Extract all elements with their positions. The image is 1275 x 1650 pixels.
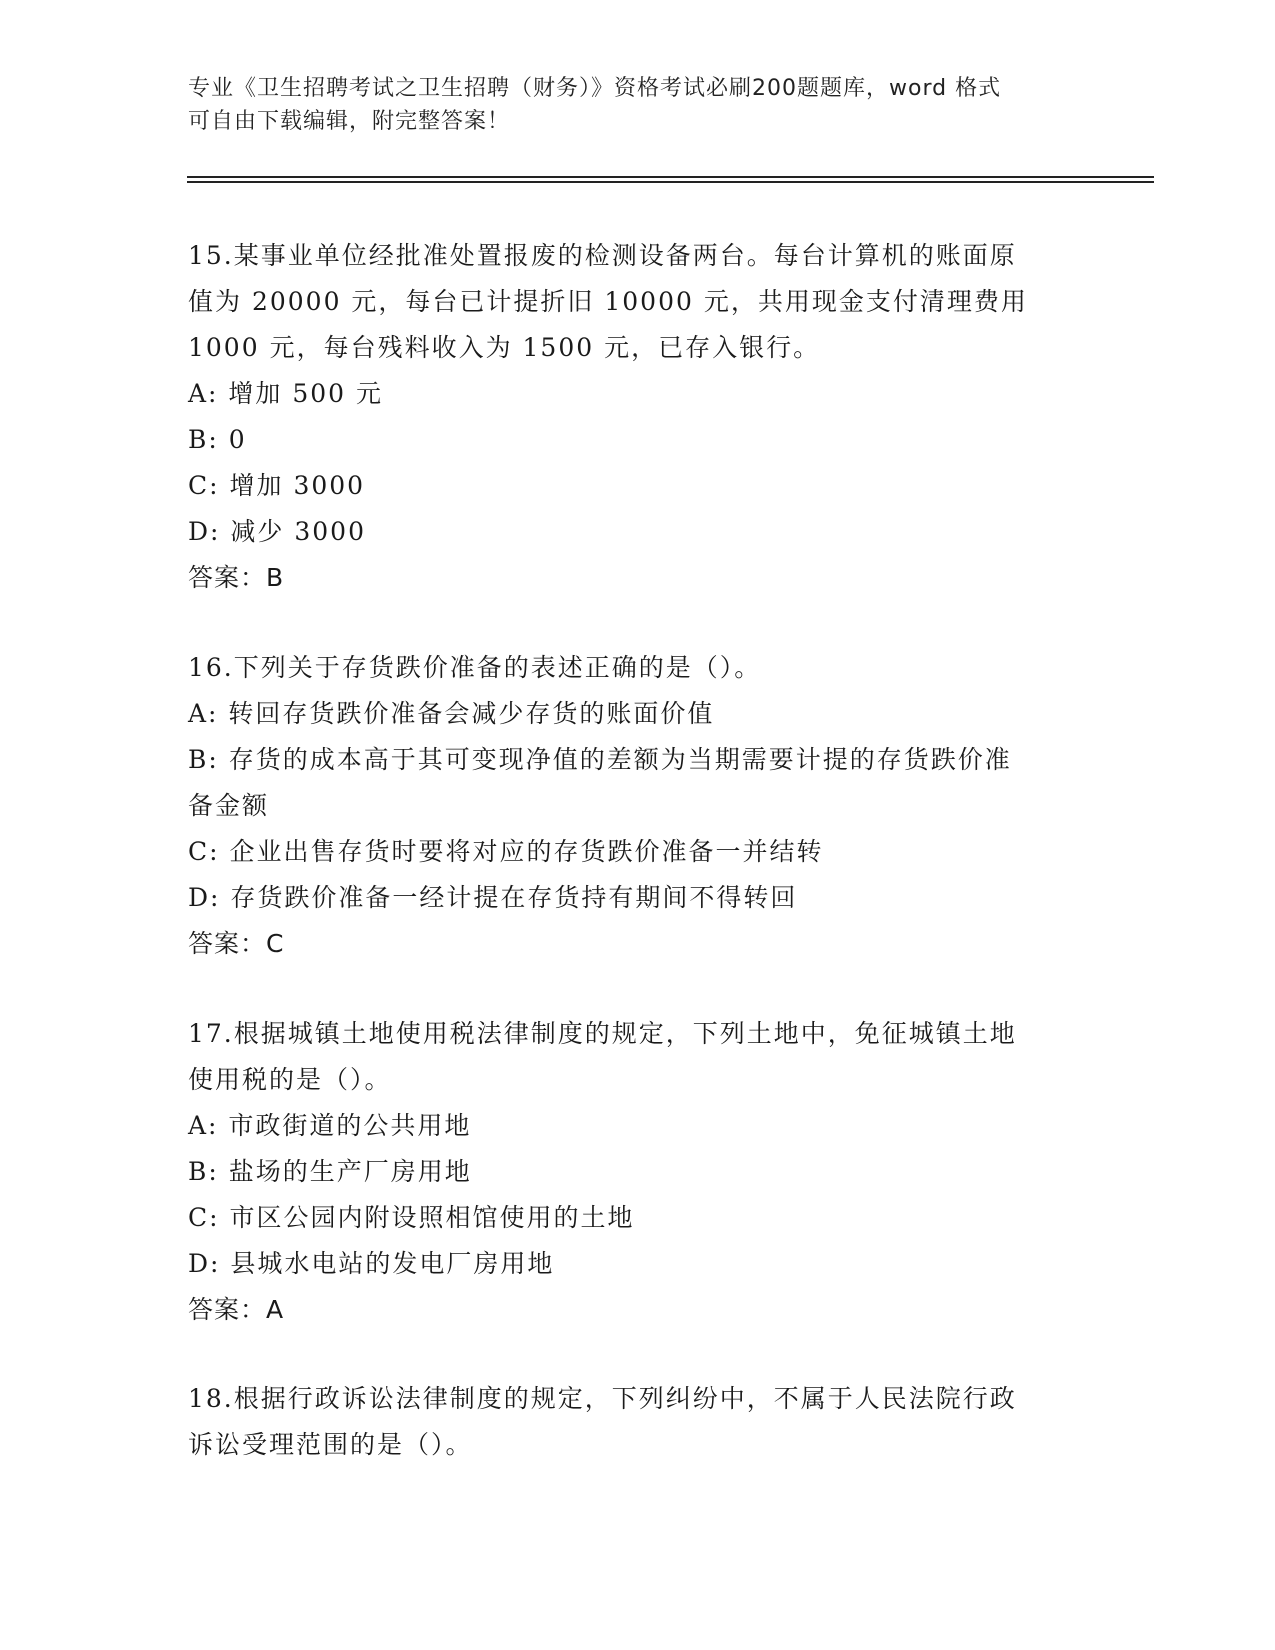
question-17 — [188, 1011, 1088, 1333]
answer: 答案：B — [188, 563, 285, 592]
header-divider-top — [187, 176, 1154, 178]
header-divider-bottom — [187, 181, 1154, 183]
option-c: C: 市区公园内附设照相馆使用的土地 — [188, 1203, 635, 1232]
header-line-2: 可自由下载编辑，附完整答案！ — [188, 109, 511, 134]
question-stem-line: 诉讼受理范围的是（）。 — [188, 1430, 473, 1459]
answer: 答案：A — [188, 1295, 285, 1324]
option-c: C: 企业出售存货时要将对应的存货跌价准备一并结转 — [188, 837, 824, 866]
document-header — [188, 72, 1088, 138]
option-a: A: 市政街道的公共用地 — [188, 1111, 472, 1140]
option-d: D: 减少 3000 — [188, 517, 366, 546]
answer: 答案：C — [188, 929, 285, 958]
option-b-continued: 备金额 — [188, 791, 270, 820]
question-stem-line: 使用税的是（）。 — [188, 1065, 392, 1094]
question-15 — [188, 233, 1088, 601]
option-a: A: 增加 500 元 — [188, 379, 384, 408]
question-stem-line: 18.根据行政诉讼法律制度的规定，下列纠纷中，不属于人民法院行政 — [188, 1384, 1017, 1413]
option-d: D: 存货跌价准备一经计提在存货持有期间不得转回 — [188, 883, 798, 912]
option-b: B: 0 — [188, 425, 247, 454]
question-stem-line: 值为 20000 元，每台已计提折旧 10000 元，共用现金支付清理费用 — [188, 287, 1028, 316]
option-b: B: 盐场的生产厂房用地 — [188, 1157, 472, 1186]
question-stem-line: 15.某事业单位经批准处置报废的检测设备两台。每台计算机的账面原 — [188, 241, 1017, 270]
option-c: C: 增加 3000 — [188, 471, 366, 500]
option-d: D: 县城水电站的发电厂房用地 — [188, 1249, 555, 1278]
header-line-1: 专业《卫生招聘考试之卫生招聘（财务）》资格考试必刷200题题库，word 格式 — [188, 76, 1002, 101]
option-a: A: 转回存货跌价准备会减少存货的账面价值 — [188, 699, 715, 728]
question-stem-line: 16.下列关于存货跌价准备的表述正确的是（）。 — [188, 653, 762, 682]
question-stem-line: 1000 元，每台残料收入为 1500 元，已存入银行。 — [188, 333, 821, 362]
option-b: B: 存货的成本高于其可变现净值的差额为当期需要计提的存货跌价准 — [188, 745, 1012, 774]
question-16 — [188, 645, 1088, 967]
question-18 — [188, 1376, 1088, 1468]
question-stem-line: 17.根据城镇土地使用税法律制度的规定，下列土地中，免征城镇土地 — [188, 1019, 1017, 1048]
